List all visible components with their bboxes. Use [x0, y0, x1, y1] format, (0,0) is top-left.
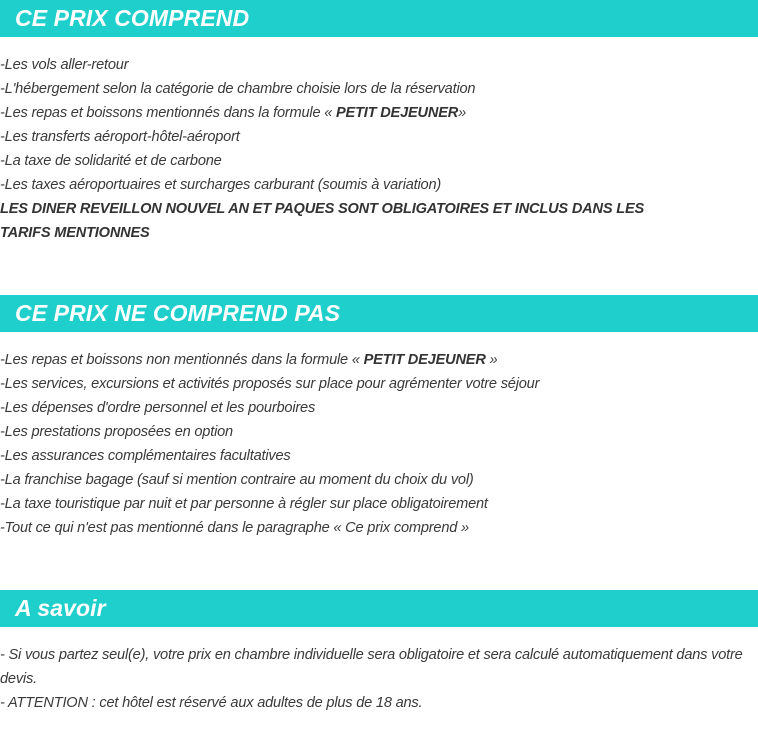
meals-suffix: »: [458, 105, 467, 121]
list-item: -Les assurances complémentaires facultatives: [0, 448, 291, 464]
list-item: - Si vous partez seul(e), votre prix en chambre individuelle sera obligatoire et sera calculé automatiquement dans votre devis.: [0, 647, 743, 687]
section-title: CE PRIX COMPREND: [0, 0, 758, 37]
section-ce-prix-comprend: [0, 0, 758, 245]
list-item-meals: [0, 101, 758, 125]
meals-prefix: -Les repas et boissons non mentionnés dans la formule «: [0, 352, 364, 368]
meal-formula: PETIT DEJEUNER: [336, 105, 459, 121]
list-item: -La taxe touristique par nuit et par personne à régler sur place obligatoirement: [0, 496, 488, 512]
list-item: -Les vols aller-retour: [0, 57, 129, 73]
list-item: -La franchise bagage (sauf si mention contraire au moment du choix du vol): [0, 472, 474, 488]
meals-suffix: »: [485, 352, 498, 368]
excluded-list: [0, 348, 758, 540]
list-item: -Les taxes aéroportuaires et surcharges carburant (soumis à variation): [0, 177, 442, 193]
list-item: -Les prestations proposées en option: [0, 424, 233, 440]
section-a-savoir: [0, 590, 758, 715]
mandatory-dinner-note: LES DINER REVEILLON NOUVEL AN ET PAQUES SONT OBLIGATOIRES ET INCLUS DANS LES TARIFS MENTIONNES: [0, 201, 645, 241]
section-ce-prix-ne-comprend-pas: [0, 295, 758, 540]
list-item: -Les dépenses d'ordre personnel et les pourboires: [0, 400, 316, 416]
meals-prefix: -Les repas et boissons mentionnés dans la formule «: [0, 105, 336, 121]
list-item-meals: [0, 348, 758, 372]
list-item: -La taxe de solidarité et de carbone: [0, 153, 222, 169]
list-item: -Les transferts aéroport-hôtel-aéroport: [0, 129, 240, 145]
section-title: A savoir: [0, 590, 758, 627]
list-item: -Tout ce qui n'est pas mentionné dans le paragraphe « Ce prix comprend »: [0, 520, 469, 536]
section-title: CE PRIX NE COMPREND PAS: [0, 295, 758, 332]
list-item: -Les services, excursions et activités proposés sur place pour agrémenter votre séjour: [0, 376, 540, 392]
included-list: [0, 53, 758, 245]
list-item: -L'hébergement selon la catégorie de chambre choisie lors de la réservation: [0, 81, 476, 97]
meal-formula: PETIT DEJEUNER: [363, 352, 486, 368]
list-item: - ATTENTION : cet hôtel est réservé aux adultes de plus de 18 ans.: [0, 695, 423, 711]
info-list: [0, 643, 758, 715]
